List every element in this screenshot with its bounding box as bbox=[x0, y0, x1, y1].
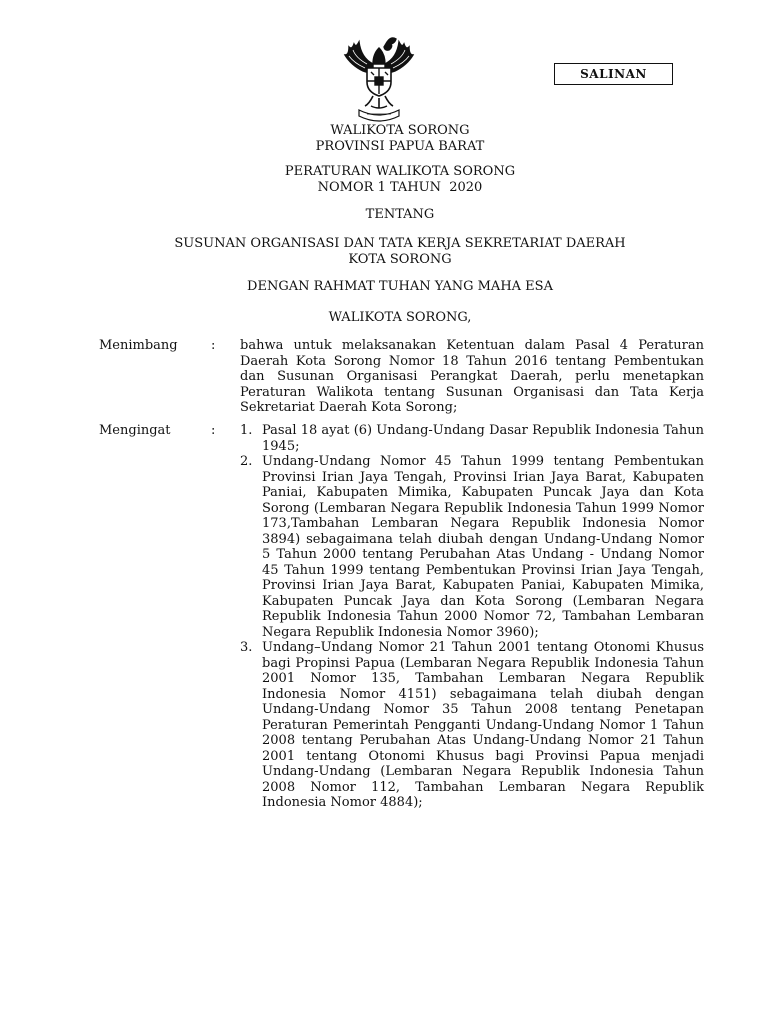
subject-line-1: SUSUNAN ORGANISASI DAN TATA KERJA SEKRETARIAT DAERAH bbox=[174, 236, 626, 251]
list-item-text: Undang–Undang Nomor 21 Tahun 2001 tentang Otonomi Khusus bagi Propinsi Papua (Lembaran Negara Republik Indonesia Tahun 2001 Nomor 135, Tambahan Lembaran Negara Republik Indonesia Nomor 4151) sebagaimana telah diubah dengan Undang-Undang Nomor 35 Tahun 2008 tentang Penetapan Peraturan Pemerintah Pengganti Undang-Undang Nomor 1 Tahun 2008 tentang Perubahan Atas Undang-Undang Nomor 21 Tahun 2001 tentang Otonomi Khusus bagi Provinsi Papua menjadi Undang-Undang (Lembaran Negara Republik Indonesia Tahun 2008 Nomor 112, Tambahan Lembaran Negara Republik Indonesia Nomor 4884); bbox=[262, 640, 704, 810]
list-item-number: 2. bbox=[240, 454, 253, 469]
header-province: PROVINSI PAPUA BARAT bbox=[315, 138, 485, 154]
salinan-stamp: SALINAN bbox=[554, 63, 673, 85]
menimbang-label: Menimbang bbox=[99, 338, 178, 353]
mengingat-list bbox=[240, 423, 704, 811]
list-item bbox=[240, 454, 704, 640]
list-item-text: Undang-Undang Nomor 45 Tahun 1999 tentang Pembentukan Provinsi Irian Jaya Tengah, Provinsi Irian Jaya Barat, Kabupaten Paniai, Kabupaten Mimika, Kabupaten Puncak Jaya dan Kota Sorong (Lembaran Negara Republik Indonesia Tahun 1999 Nomor 173,Tambahan Lembaran Negara Republik Indonesia Nomor 3894) sebagaimana telah diubah dengan Undang-Undang Nomor 5 Tahun 2000 tentang Perubahan Atas Undang - Undang Nomor 45 Tahun 1999 tentang Pembentukan Provinsi Irian Jaya Tengah, Provinsi Irian Jaya Barat, Kabupaten Paniai, Kabupaten Mimika, Kabupaten Puncak Jaya dan Kota Sorong (Lembaran Negara Republik Indonesia Tahun 2000 Nomor 72, Tambahan Lembaran Negara Republik Indonesia Nomor 3960); bbox=[262, 454, 704, 640]
issuer-line: WALIKOTA SORONG, bbox=[328, 310, 472, 325]
regulation-subject bbox=[100, 236, 700, 267]
list-item-number: 3. bbox=[240, 640, 253, 655]
garuda-emblem-icon bbox=[343, 32, 415, 124]
menimbang-colon: : bbox=[211, 338, 216, 353]
regulation-title bbox=[100, 164, 700, 195]
list-item-number: 1. bbox=[240, 423, 253, 438]
header-city: WALIKOTA SORONG bbox=[330, 123, 470, 138]
list-item bbox=[240, 640, 704, 811]
list-item bbox=[240, 423, 704, 454]
issuer-header bbox=[100, 123, 700, 154]
subject-line-2: KOTA SORONG bbox=[348, 251, 452, 267]
invocation: DENGAN RAHMAT TUHAN YANG MAHA ESA bbox=[247, 279, 553, 294]
list-item-text: Pasal 18 ayat (6) Undang-Undang Dasar Republik Indonesia Tahun 1945; bbox=[262, 423, 704, 454]
regulation-number: NOMOR 1 TAHUN 2020 bbox=[317, 179, 483, 195]
regulation-title-line: PERATURAN WALIKOTA SORONG bbox=[284, 164, 516, 179]
mengingat-colon: : bbox=[211, 423, 216, 438]
mengingat-label: Mengingat bbox=[99, 423, 171, 438]
about-label: TENTANG bbox=[365, 207, 435, 222]
menimbang-text: bahwa untuk melaksanakan Ketentuan dalam Pasal 4 Peraturan Daerah Kota Sorong Nomor 18 Tahun 2016 tentang Pembentukan dan Susunan Organisasi Perangkat Daerah, perlu menetapkan Peraturan Walikota tentang Susunan Organisasi dan Tata Kerja Sekretariat Daerah Kota Sorong; bbox=[240, 338, 704, 415]
